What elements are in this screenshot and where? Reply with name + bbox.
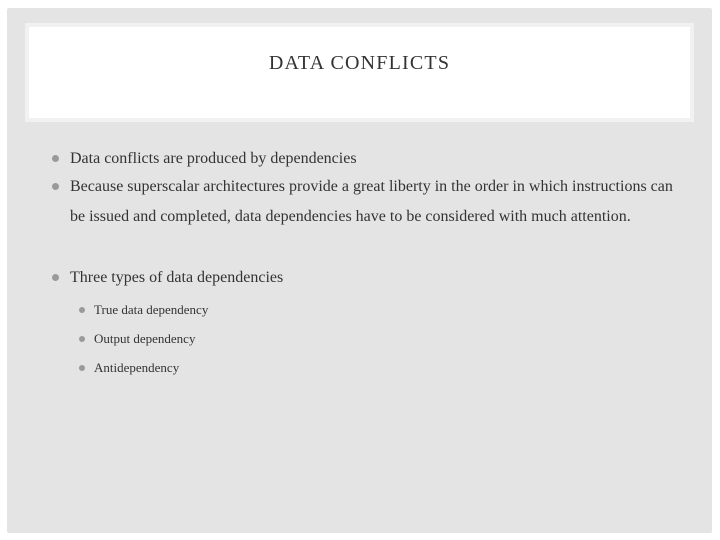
- sub-bullet-item: [94, 299, 208, 321]
- bullet-item: [70, 263, 680, 293]
- slide: [7, 8, 712, 533]
- sub-bullet-item: [94, 357, 179, 379]
- bullet-text: Data conflicts are produced by dependencies: [70, 150, 357, 167]
- sub-bullet-text: Output dependency: [94, 331, 196, 346]
- slide-title: DATA CONFLICTS: [268, 52, 451, 74]
- sub-bullet-dot-icon: [79, 336, 85, 342]
- bullet-item: [70, 172, 680, 232]
- bullet-text: Three types of data dependencies: [70, 269, 284, 286]
- bullet-dot-icon: [52, 183, 59, 190]
- bullet-dot-icon: [52, 274, 59, 281]
- title-box: [25, 23, 694, 122]
- bullet-text: Because superscalar architectures provide a great liberty in the order in which instructions can be issued and completed, data dependencies have to be considered with much attention.: [70, 178, 673, 225]
- bullet-dot-icon: [52, 155, 59, 162]
- bullet-item: [70, 144, 680, 174]
- sub-bullet-dot-icon: [79, 365, 85, 371]
- sub-bullet-text: Antidependency: [94, 360, 180, 375]
- sub-bullet-dot-icon: [79, 307, 85, 313]
- sub-bullet-item: [94, 328, 195, 350]
- sub-bullet-text: True data dependency: [94, 302, 209, 317]
